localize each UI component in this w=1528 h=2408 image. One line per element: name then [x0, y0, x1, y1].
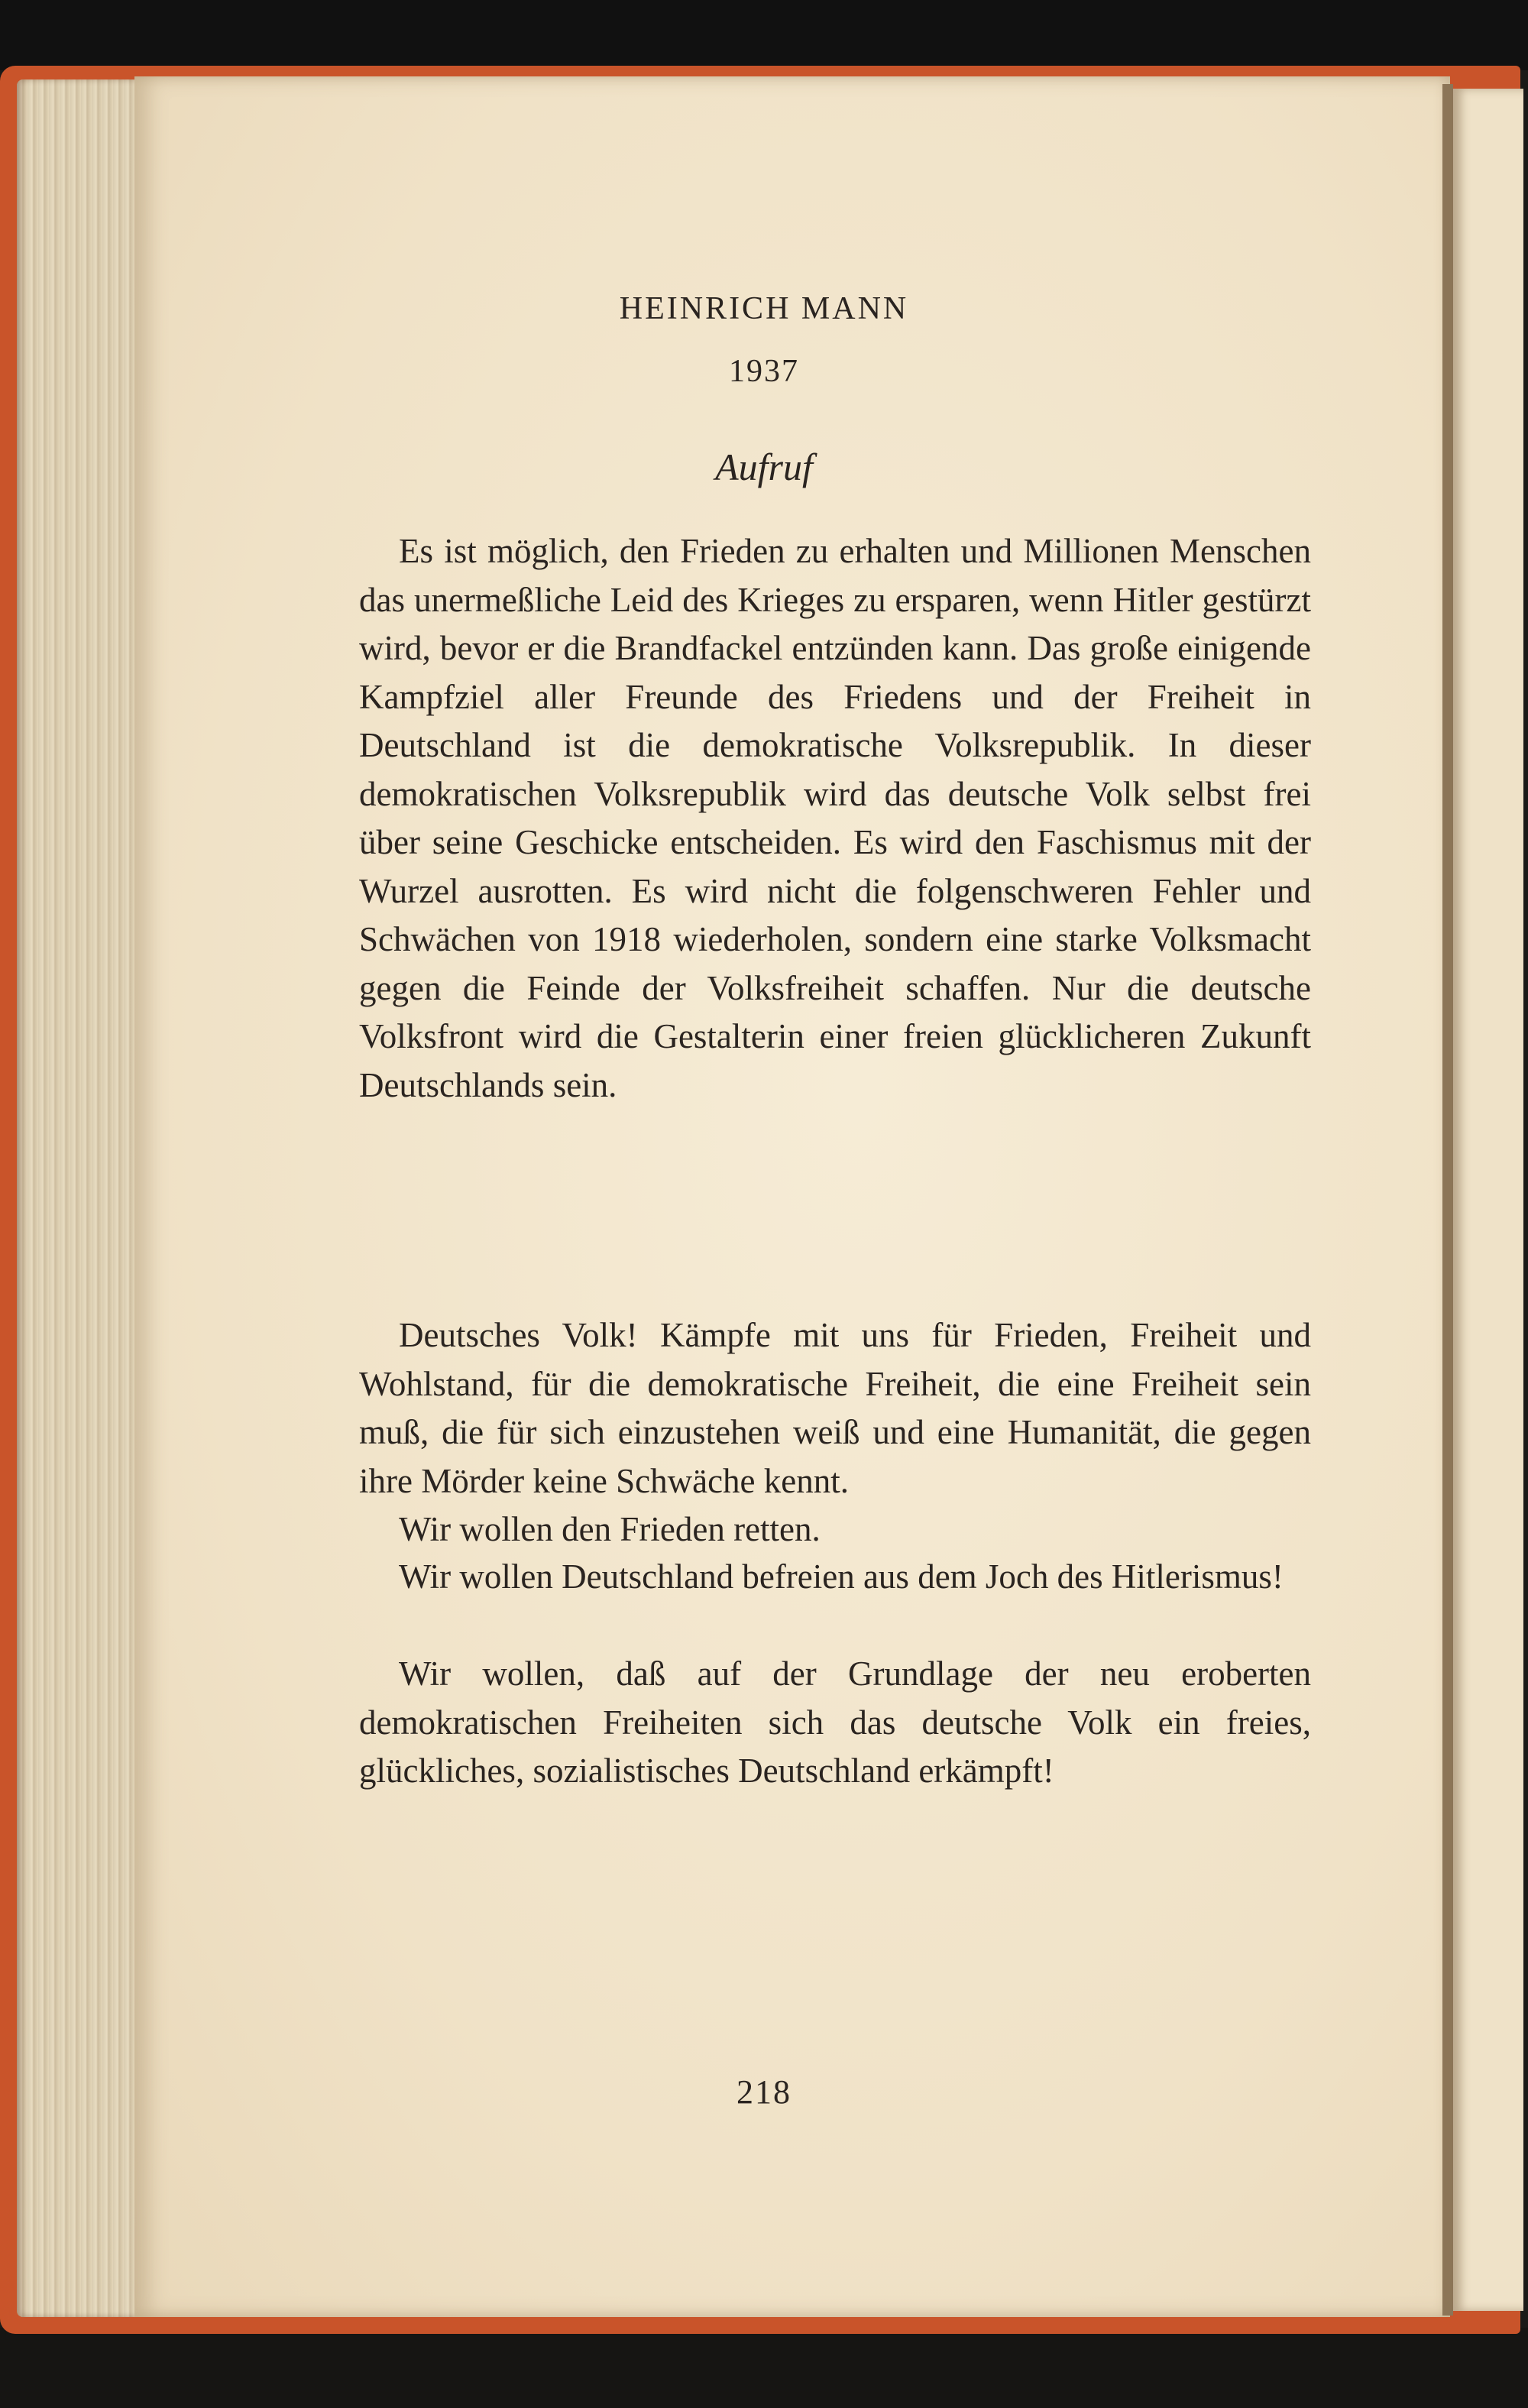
body-paragraph: Wir wollen, daß auf der Grundlage der neu eroberten demokratischen Freiheiten sich das deutsche Volk ein freies, glückliches, sozialistisches Deutschland erkämpft!	[359, 1654, 1311, 1790]
facing-page-edge	[1453, 89, 1523, 2311]
running-head-year: 1937	[729, 354, 799, 389]
body-paragraph: Wir wollen Deutschland befreien aus dem Joch des Hitlerismus!	[399, 1557, 1284, 1596]
page-edges	[17, 79, 139, 2317]
chapter-title: Aufruf	[715, 446, 813, 488]
page-number: 218	[736, 2073, 792, 2111]
body-paragraph: Deutsches Volk! Kämpfe mit uns für Frieden, Freiheit und Wohlstand, für die demokratische Freiheit, die eine Freiheit sein muß, die für sich einzustehen weiß und eine Humanität, die gegen ihre Mörder keine Schwäche kennt.	[359, 1316, 1311, 1500]
background-top	[0, 0, 1528, 70]
body-paragraph: Wir wollen den Frieden retten.	[399, 1510, 821, 1548]
background-bottom	[0, 2328, 1528, 2408]
book-gutter	[1442, 84, 1453, 2316]
body-paragraph: Es ist möglich, den Frieden zu erhalten und Millionen Menschen das unermeßliche Leid des Krieges zu ersparen, wenn Hitler gestürzt wird, bevor er die Brandfackel entzünden kann. Das große einigende Kampfziel aller Freunde des Friedens und der Freiheit in Deutschland ist die demokratische Volksrepublik. In dieser demokratischen Volksrepublik wird das deutsche Volk selbst frei über seine Geschicke entscheiden. Es wird den Faschismus mit der Wurzel ausrotten. Es wird nicht die folgenschweren Fehler und Schwächen von 1918 wiederholen, sondern eine starke Volksmacht gegen die Feinde der Volksfreiheit schaffen. Nur die deutsche Volksfront wird die Gestalterin einer freien glücklicheren Zukunft Deutschlands sein.	[359, 532, 1311, 1104]
book-page	[134, 76, 1450, 2317]
running-head-author: HEINRICH MANN	[619, 291, 909, 326]
